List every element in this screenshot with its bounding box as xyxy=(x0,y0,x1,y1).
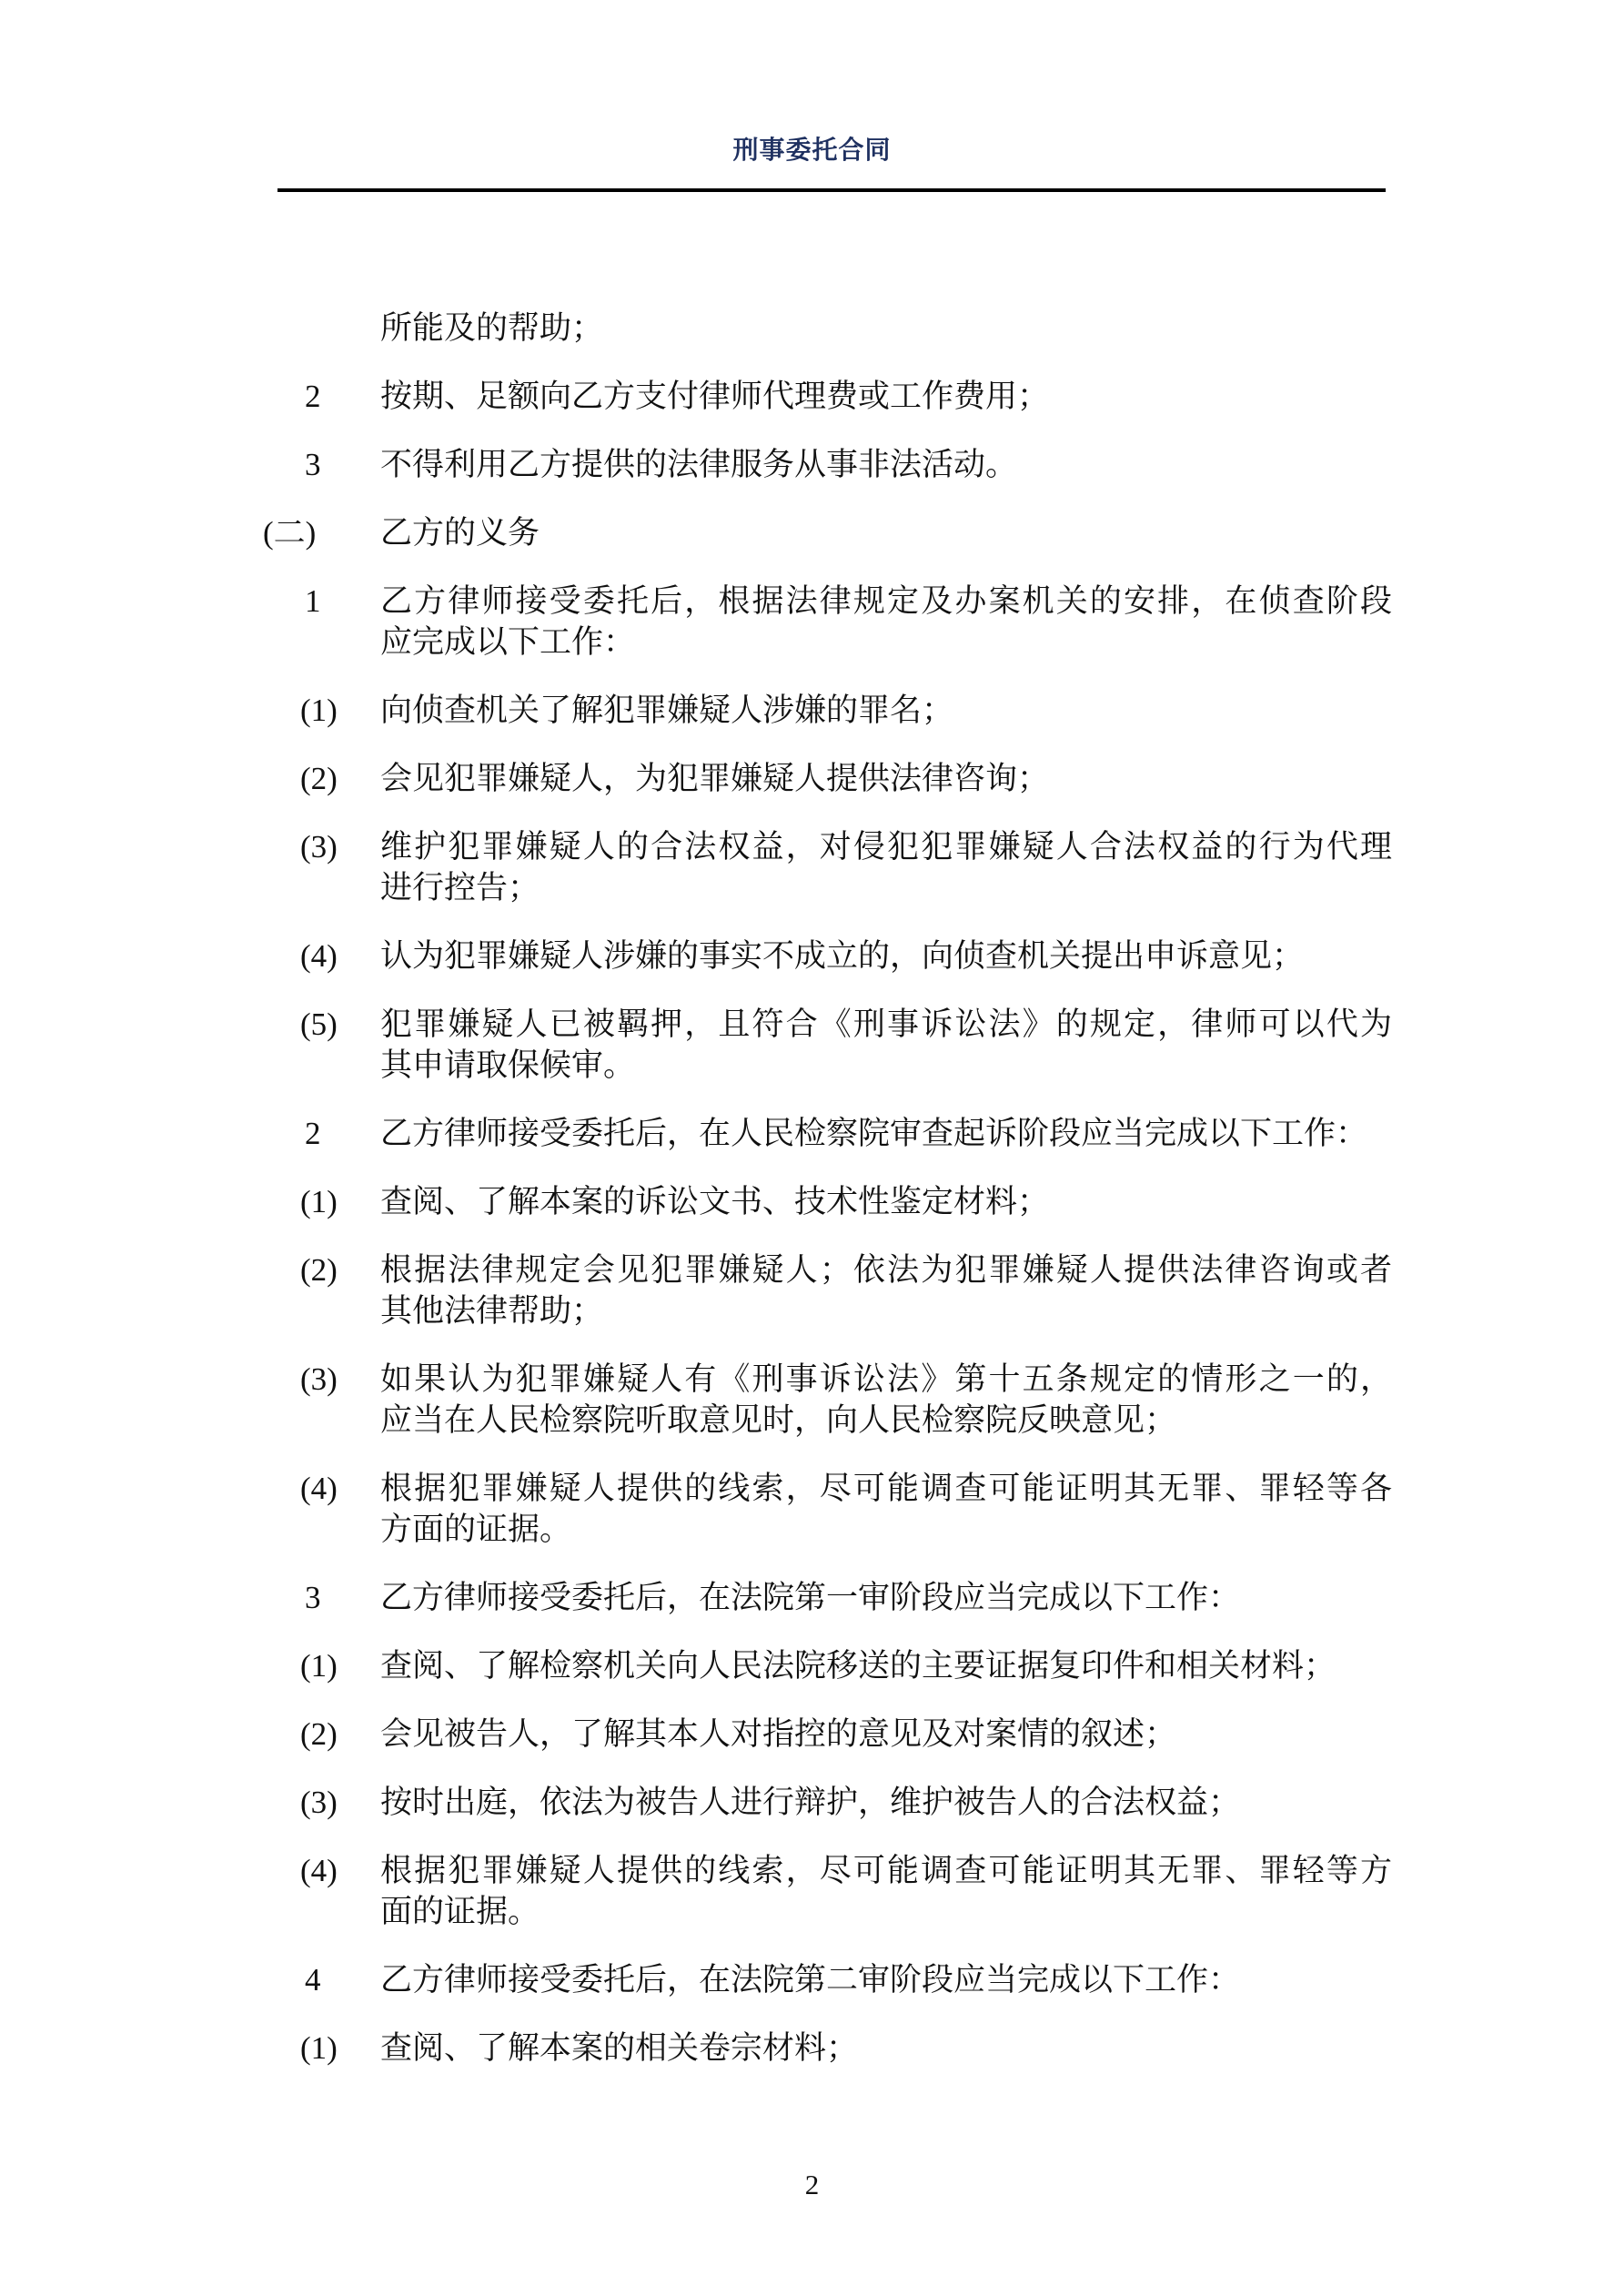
paragraph xyxy=(263,2028,1392,2068)
paragraph xyxy=(263,826,1392,908)
text-line: 方面的证据。 xyxy=(380,1512,572,1547)
paragraph xyxy=(263,1782,1392,1823)
item-text xyxy=(380,376,1392,417)
text-line: 认为犯罪嫌疑人涉嫌的事实不成立的，向侦查机关提出申诉意见； xyxy=(380,938,1305,974)
text-line: 其申请取保候审。 xyxy=(380,1047,636,1083)
text-line: 查阅、了解本案的诉讼文书、技术性鉴定材料； xyxy=(380,1184,1050,1219)
document-title: 刑事委托合同 xyxy=(732,137,892,165)
paragraph xyxy=(263,1181,1392,1222)
text-line: 维护犯罪嫌疑人的合法权益，对侵犯犯罪嫌疑人合法权益的行为代理 xyxy=(380,829,1392,865)
paragraph xyxy=(263,1959,1392,2000)
item-text xyxy=(380,308,1392,349)
item-text xyxy=(380,1359,1392,1441)
item-marker: (4) xyxy=(300,1471,338,1506)
paragraph xyxy=(263,512,1392,553)
text-line: 按时出庭，依法为被告人进行辩护，维护被告人的合法权益； xyxy=(380,1785,1241,1820)
item-marker: (二) xyxy=(263,515,317,551)
item-text xyxy=(380,1181,1392,1222)
text-line: 进行控告； xyxy=(380,870,540,905)
text-line: 乙方律师接受委托后，根据法律规定及办案机关的安排，在侦查阶段 xyxy=(380,583,1392,619)
paragraph xyxy=(263,690,1392,731)
item-marker: 3 xyxy=(305,447,321,482)
item-text xyxy=(380,1714,1392,1755)
item-text xyxy=(380,1004,1392,1086)
text-line: 犯罪嫌疑人已被羁押，且符合《刑事诉讼法》的规定，律师可以代为 xyxy=(380,1006,1392,1042)
text-line: 会见犯罪嫌疑人，为犯罪嫌疑人提供法律咨询； xyxy=(380,761,1050,796)
text-line: 查阅、了解本案的相关卷宗材料； xyxy=(380,2030,859,2066)
text-line: 其他法律帮助； xyxy=(380,1293,604,1329)
paragraph xyxy=(263,581,1392,663)
item-marker: (2) xyxy=(300,1716,338,1752)
item-text xyxy=(380,1645,1392,1686)
text-line: 根据法律规定会见犯罪嫌疑人；依法为犯罪嫌疑人提供法律咨询或者 xyxy=(380,1252,1392,1288)
paragraph xyxy=(263,1468,1392,1550)
item-text xyxy=(380,1468,1392,1550)
text-line: 乙方的义务 xyxy=(380,515,540,551)
item-text xyxy=(380,2028,1392,2068)
item-text xyxy=(380,1782,1392,1823)
item-marker: (4) xyxy=(300,1853,338,1888)
item-text xyxy=(380,1850,1392,1932)
text-line: 应当在人民检察院听取意见时，向人民检察院反映意见； xyxy=(380,1402,1177,1438)
item-text xyxy=(380,444,1392,485)
item-marker: (3) xyxy=(300,1785,338,1820)
text-line: 所能及的帮助； xyxy=(380,310,604,346)
paragraph xyxy=(263,936,1392,976)
item-marker: (3) xyxy=(300,1361,338,1397)
item-marker: (1) xyxy=(300,693,338,728)
paragraph xyxy=(263,1359,1392,1441)
item-marker: (1) xyxy=(300,1184,338,1219)
item-text xyxy=(380,512,1392,553)
paragraph xyxy=(263,758,1392,799)
item-marker: (4) xyxy=(300,938,338,974)
page-number: 2 xyxy=(804,2169,820,2200)
item-text xyxy=(380,581,1392,663)
item-marker: (3) xyxy=(300,829,338,865)
text-line: 乙方律师接受委托后，在法院第二审阶段应当完成以下工作： xyxy=(380,1962,1241,1998)
paragraph xyxy=(263,1113,1392,1154)
item-marker: (2) xyxy=(300,1252,338,1288)
item-text xyxy=(380,1113,1392,1154)
item-marker: (5) xyxy=(300,1006,338,1042)
item-text xyxy=(380,936,1392,976)
item-marker: (1) xyxy=(300,2030,338,2066)
paragraph xyxy=(263,1850,1392,1932)
item-text xyxy=(380,690,1392,731)
text-line: 查阅、了解检察机关向人民法院移送的主要证据复印件和相关材料； xyxy=(380,1648,1337,1684)
item-marker: (2) xyxy=(300,761,338,796)
paragraph xyxy=(263,376,1392,417)
item-text xyxy=(380,1959,1392,2000)
paragraph xyxy=(263,444,1392,485)
paragraph xyxy=(263,1714,1392,1755)
item-text xyxy=(380,758,1392,799)
text-line: 按期、足额向乙方支付律师代理费或工作费用； xyxy=(380,379,1050,414)
item-text xyxy=(380,1577,1392,1618)
item-marker: 4 xyxy=(305,1962,321,1998)
paragraph xyxy=(263,1645,1392,1686)
text-line: 根据犯罪嫌疑人提供的线索，尽可能调查可能证明其无罪、罪轻等方 xyxy=(380,1853,1392,1888)
text-line: 乙方律师接受委托后，在人民检察院审查起诉阶段应当完成以下工作： xyxy=(380,1116,1368,1151)
item-marker: 2 xyxy=(305,379,321,414)
text-line: 乙方律师接受委托后，在法院第一审阶段应当完成以下工作： xyxy=(380,1580,1241,1615)
item-marker: 2 xyxy=(305,1116,321,1151)
paragraph xyxy=(263,1577,1392,1618)
page-footer xyxy=(0,2169,1624,2201)
item-text xyxy=(380,826,1392,908)
text-line: 应完成以下工作： xyxy=(380,624,636,660)
text-line: 面的证据。 xyxy=(380,1894,540,1929)
text-line: 会见被告人，了解其本人对指控的意见及对案情的叙述； xyxy=(380,1716,1177,1752)
text-line: 向侦查机关了解犯罪嫌疑人涉嫌的罪名； xyxy=(380,693,954,728)
header-divider xyxy=(277,188,1386,192)
paragraph xyxy=(263,1004,1392,1086)
paragraph xyxy=(263,1249,1392,1331)
item-marker: 1 xyxy=(305,583,321,619)
item-text xyxy=(380,1249,1392,1331)
item-marker: (1) xyxy=(300,1648,338,1684)
paragraph xyxy=(263,308,1392,349)
document-body xyxy=(263,308,1392,2096)
text-line: 根据犯罪嫌疑人提供的线索，尽可能调查可能证明其无罪、罪轻等各 xyxy=(380,1471,1392,1506)
item-marker: 3 xyxy=(305,1580,321,1615)
text-line: 如果认为犯罪嫌疑人有《刑事诉讼法》第十五条规定的情形之一的， xyxy=(380,1361,1392,1397)
text-line: 不得利用乙方提供的法律服务从事非法活动。 xyxy=(380,447,1018,482)
